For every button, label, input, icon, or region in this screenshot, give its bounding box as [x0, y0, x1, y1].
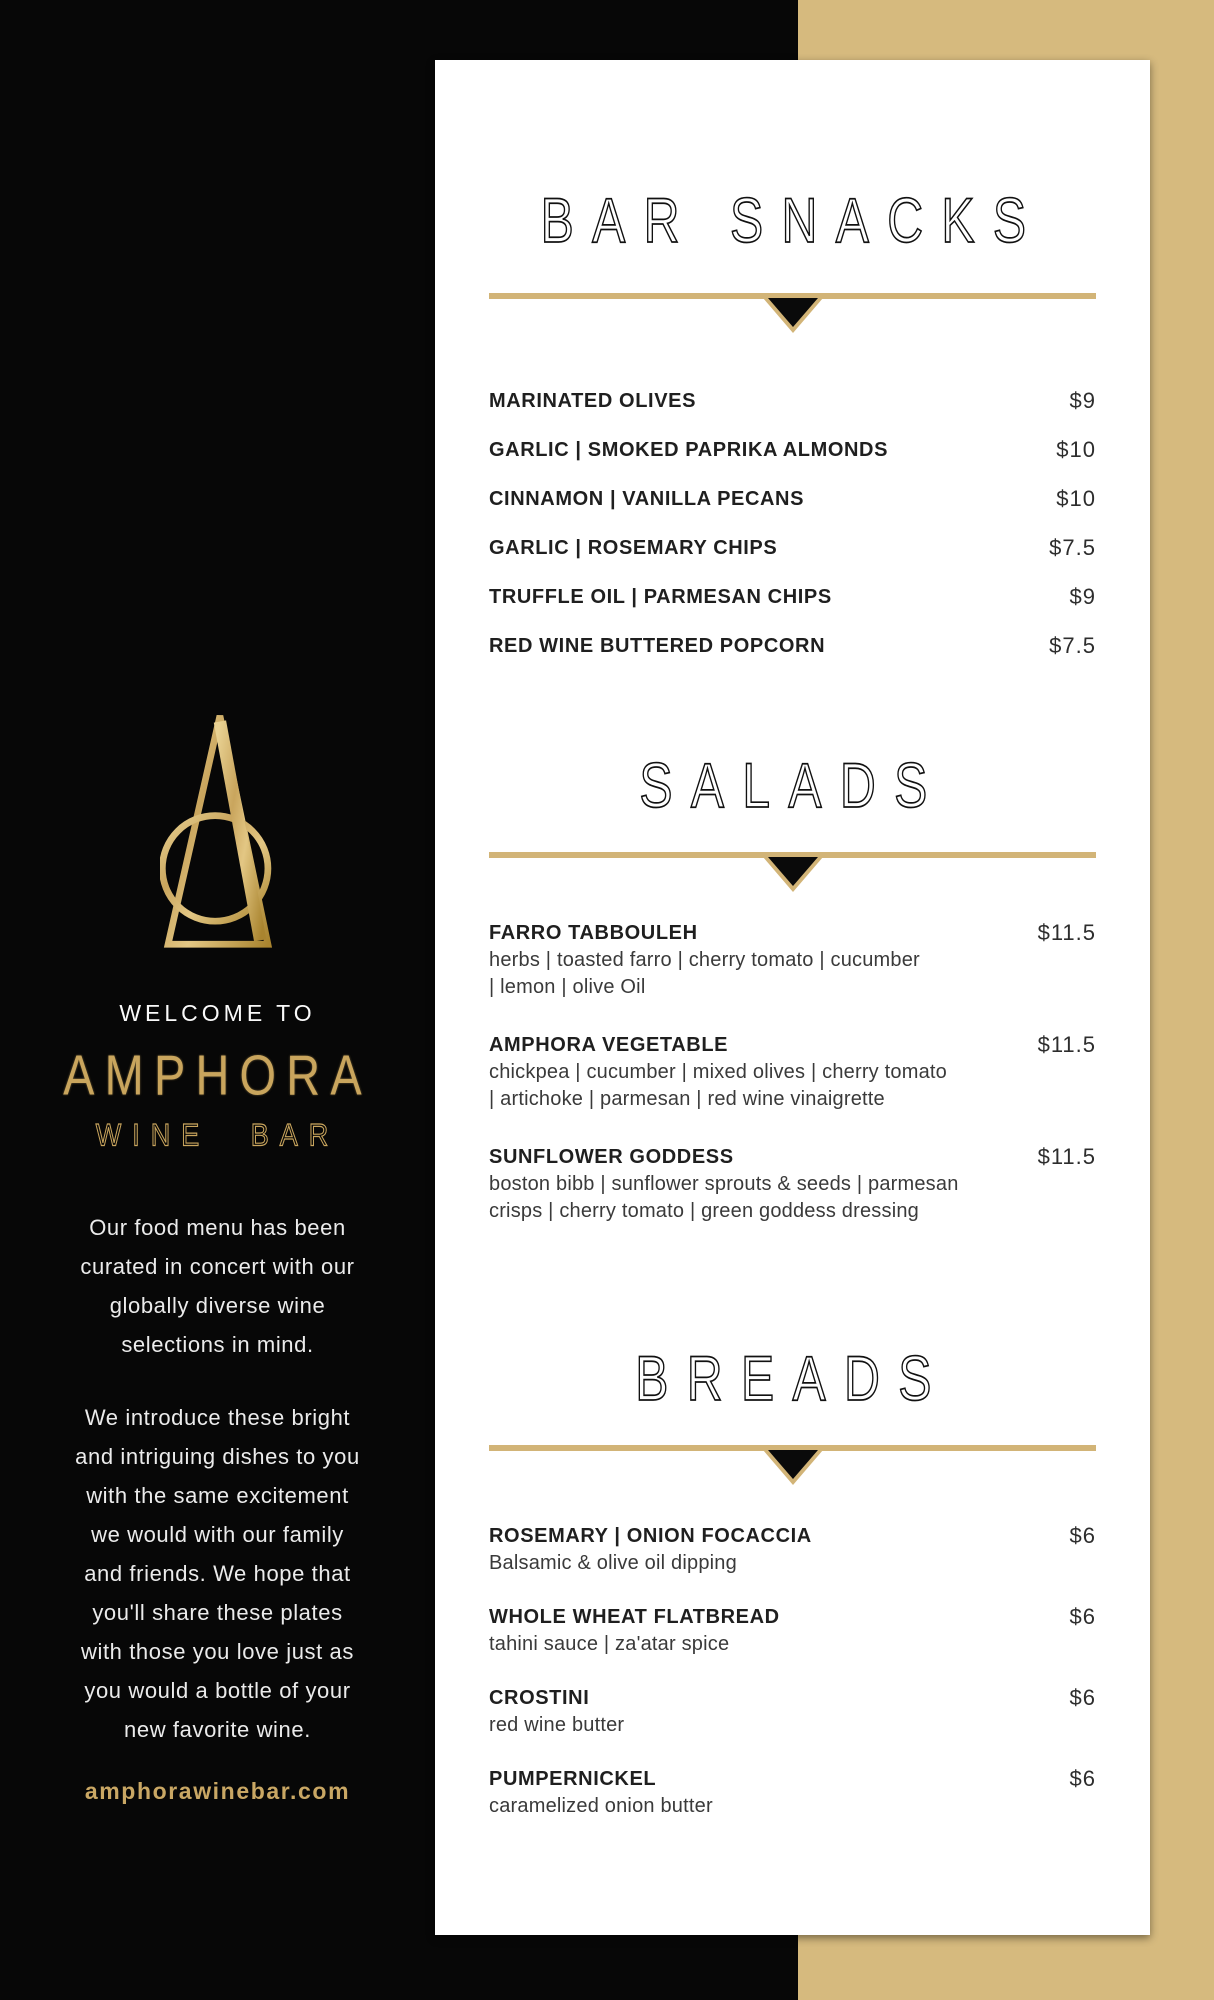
- menu-item-price: $6: [1069, 1685, 1096, 1710]
- menu-item-price: $6: [1069, 1523, 1096, 1548]
- section-divider: [489, 293, 1096, 299]
- menu-item-price: $11.5: [1037, 1144, 1096, 1169]
- menu-item-name: GARLIC | SMOKED PAPRIKA ALMONDS: [489, 438, 889, 461]
- menu-item-name: WHOLE WHEAT FLATBREAD: [489, 1606, 780, 1628]
- menu-item-price: $10: [1056, 485, 1096, 511]
- paragraph-line: selections in mind.: [121, 1332, 314, 1357]
- menu-item: [489, 1684, 1096, 1739]
- menu-item: [489, 523, 1096, 572]
- menu-item-desc: herbs | toasted farro | cherry tomato | cucumber: [489, 949, 920, 971]
- brand-subtitle: WINE BAR: [95, 1117, 340, 1153]
- section-divider: [489, 852, 1096, 858]
- salads-list: [489, 919, 1096, 1255]
- menu-item: [489, 425, 1096, 474]
- paragraph-line: with those you love just as: [80, 1639, 354, 1664]
- paragraph-line: globally diverse wine: [109, 1293, 326, 1318]
- section-title-breads: BREADS: [635, 1342, 950, 1414]
- menu-item: [489, 1522, 1096, 1577]
- paragraph-line: We introduce these bright: [84, 1405, 351, 1430]
- menu-item: [489, 1603, 1096, 1658]
- section-title-bar-snacks: BAR SNACKS: [540, 184, 1045, 256]
- menu-item-desc: crisps | cherry tomato | green goddess dressing: [489, 1200, 919, 1222]
- section-title-salads: SALADS: [639, 749, 946, 821]
- menu-item-name: SUNFLOWER GODDESS: [489, 1146, 734, 1168]
- menu-item-price: $11.5: [1037, 920, 1096, 945]
- intro-paragraph-2: [0, 1398, 435, 1749]
- paragraph-line: curated in concert with our: [80, 1254, 355, 1279]
- menu-item-name: AMPHORA VEGETABLE: [489, 1034, 729, 1056]
- amphora-logo: [160, 710, 276, 950]
- menu-item-name: CROSTINI: [489, 1687, 590, 1709]
- menu-item: [489, 1143, 1096, 1225]
- menu-item-name: GARLIC | ROSEMARY CHIPS: [489, 536, 778, 559]
- menu-card: [435, 60, 1150, 1935]
- menu-item-price: $7.5: [1049, 534, 1096, 560]
- menu-item-desc: chickpea | cucumber | mixed olives | cherry tomato: [489, 1061, 947, 1083]
- menu-item-desc: caramelized onion butter: [489, 1795, 713, 1817]
- breads-list: [489, 1522, 1096, 1846]
- menu-item-price: $9: [1069, 583, 1096, 609]
- menu-item-text: [489, 1522, 812, 1577]
- menu-item-desc: Balsamic & olive oil dipping: [489, 1552, 737, 1574]
- menu-item-price: $6: [1069, 1604, 1096, 1629]
- paragraph-line: and friends. We hope that: [84, 1561, 351, 1586]
- paragraph-line: new favorite wine.: [124, 1717, 311, 1742]
- menu-item-name: TRUFFLE OIL | PARMESAN CHIPS: [489, 585, 832, 608]
- menu-item-text: [489, 919, 920, 1001]
- menu-item-price: $9: [1069, 387, 1096, 413]
- menu-item-name: PUMPERNICKEL: [489, 1768, 657, 1790]
- sidebar: [0, 0, 435, 2000]
- menu-item: [489, 376, 1096, 425]
- menu-item-text: [489, 1684, 624, 1739]
- menu-item-name: ROSEMARY | ONION FOCACCIA: [489, 1525, 812, 1547]
- menu-item-price: $6: [1069, 1766, 1096, 1791]
- menu-item-name: MARINATED OLIVES: [489, 389, 697, 412]
- menu-item-price: $10: [1056, 436, 1096, 462]
- paragraph-line: and intriguing dishes to you: [75, 1444, 360, 1469]
- menu-item-desc: boston bibb | sunflower sprouts & seeds | parmesan: [489, 1173, 959, 1195]
- paragraph-line: with the same excitement: [86, 1483, 349, 1508]
- menu-item-text: [489, 1031, 947, 1113]
- menu-item: [489, 621, 1096, 670]
- menu-item-name: FARRO TABBOULEH: [489, 922, 698, 944]
- menu-item-text: [489, 1603, 780, 1658]
- menu-item-name: CINNAMON | VANILLA PECANS: [489, 487, 805, 510]
- paragraph-line: Our food menu has been: [89, 1215, 346, 1240]
- section-divider: [489, 1445, 1096, 1451]
- menu-item-desc: red wine butter: [489, 1714, 625, 1736]
- menu-item-text: [489, 1143, 959, 1225]
- paragraph-line: we would with our family: [91, 1522, 344, 1547]
- bar-snacks-list: [489, 376, 1096, 670]
- paragraph-line: you would a bottle of your: [84, 1678, 351, 1703]
- divider-triangle-icon: [763, 298, 823, 333]
- amphora-monogram-icon: [160, 710, 276, 950]
- paragraph-line: you'll share these plates: [92, 1600, 343, 1625]
- menu-item: [489, 919, 1096, 1001]
- menu-item: [489, 572, 1096, 621]
- menu-item-price: $7.5: [1049, 632, 1096, 658]
- divider-triangle-icon: [763, 1450, 823, 1485]
- brand-name: AMPHORA: [63, 1043, 372, 1107]
- menu-item: [489, 474, 1096, 523]
- website-text: amphorawinebar.com: [84, 1778, 351, 1804]
- menu-item-desc: tahini sauce | za'atar spice: [489, 1633, 730, 1655]
- welcome-text: WELCOME TO: [119, 1000, 316, 1026]
- intro-paragraph-1: [0, 1208, 435, 1364]
- menu-item: [489, 1765, 1096, 1820]
- divider-triangle-icon: [763, 857, 823, 892]
- menu-item: [489, 1031, 1096, 1113]
- menu-item-name: RED WINE BUTTERED POPCORN: [489, 634, 826, 657]
- menu-item-text: [489, 1765, 713, 1820]
- menu-item-price: $11.5: [1037, 1032, 1096, 1057]
- menu-item-desc: | lemon | olive Oil: [489, 976, 646, 998]
- menu-item-desc: | artichoke | parmesan | red wine vinaigrette: [489, 1088, 885, 1110]
